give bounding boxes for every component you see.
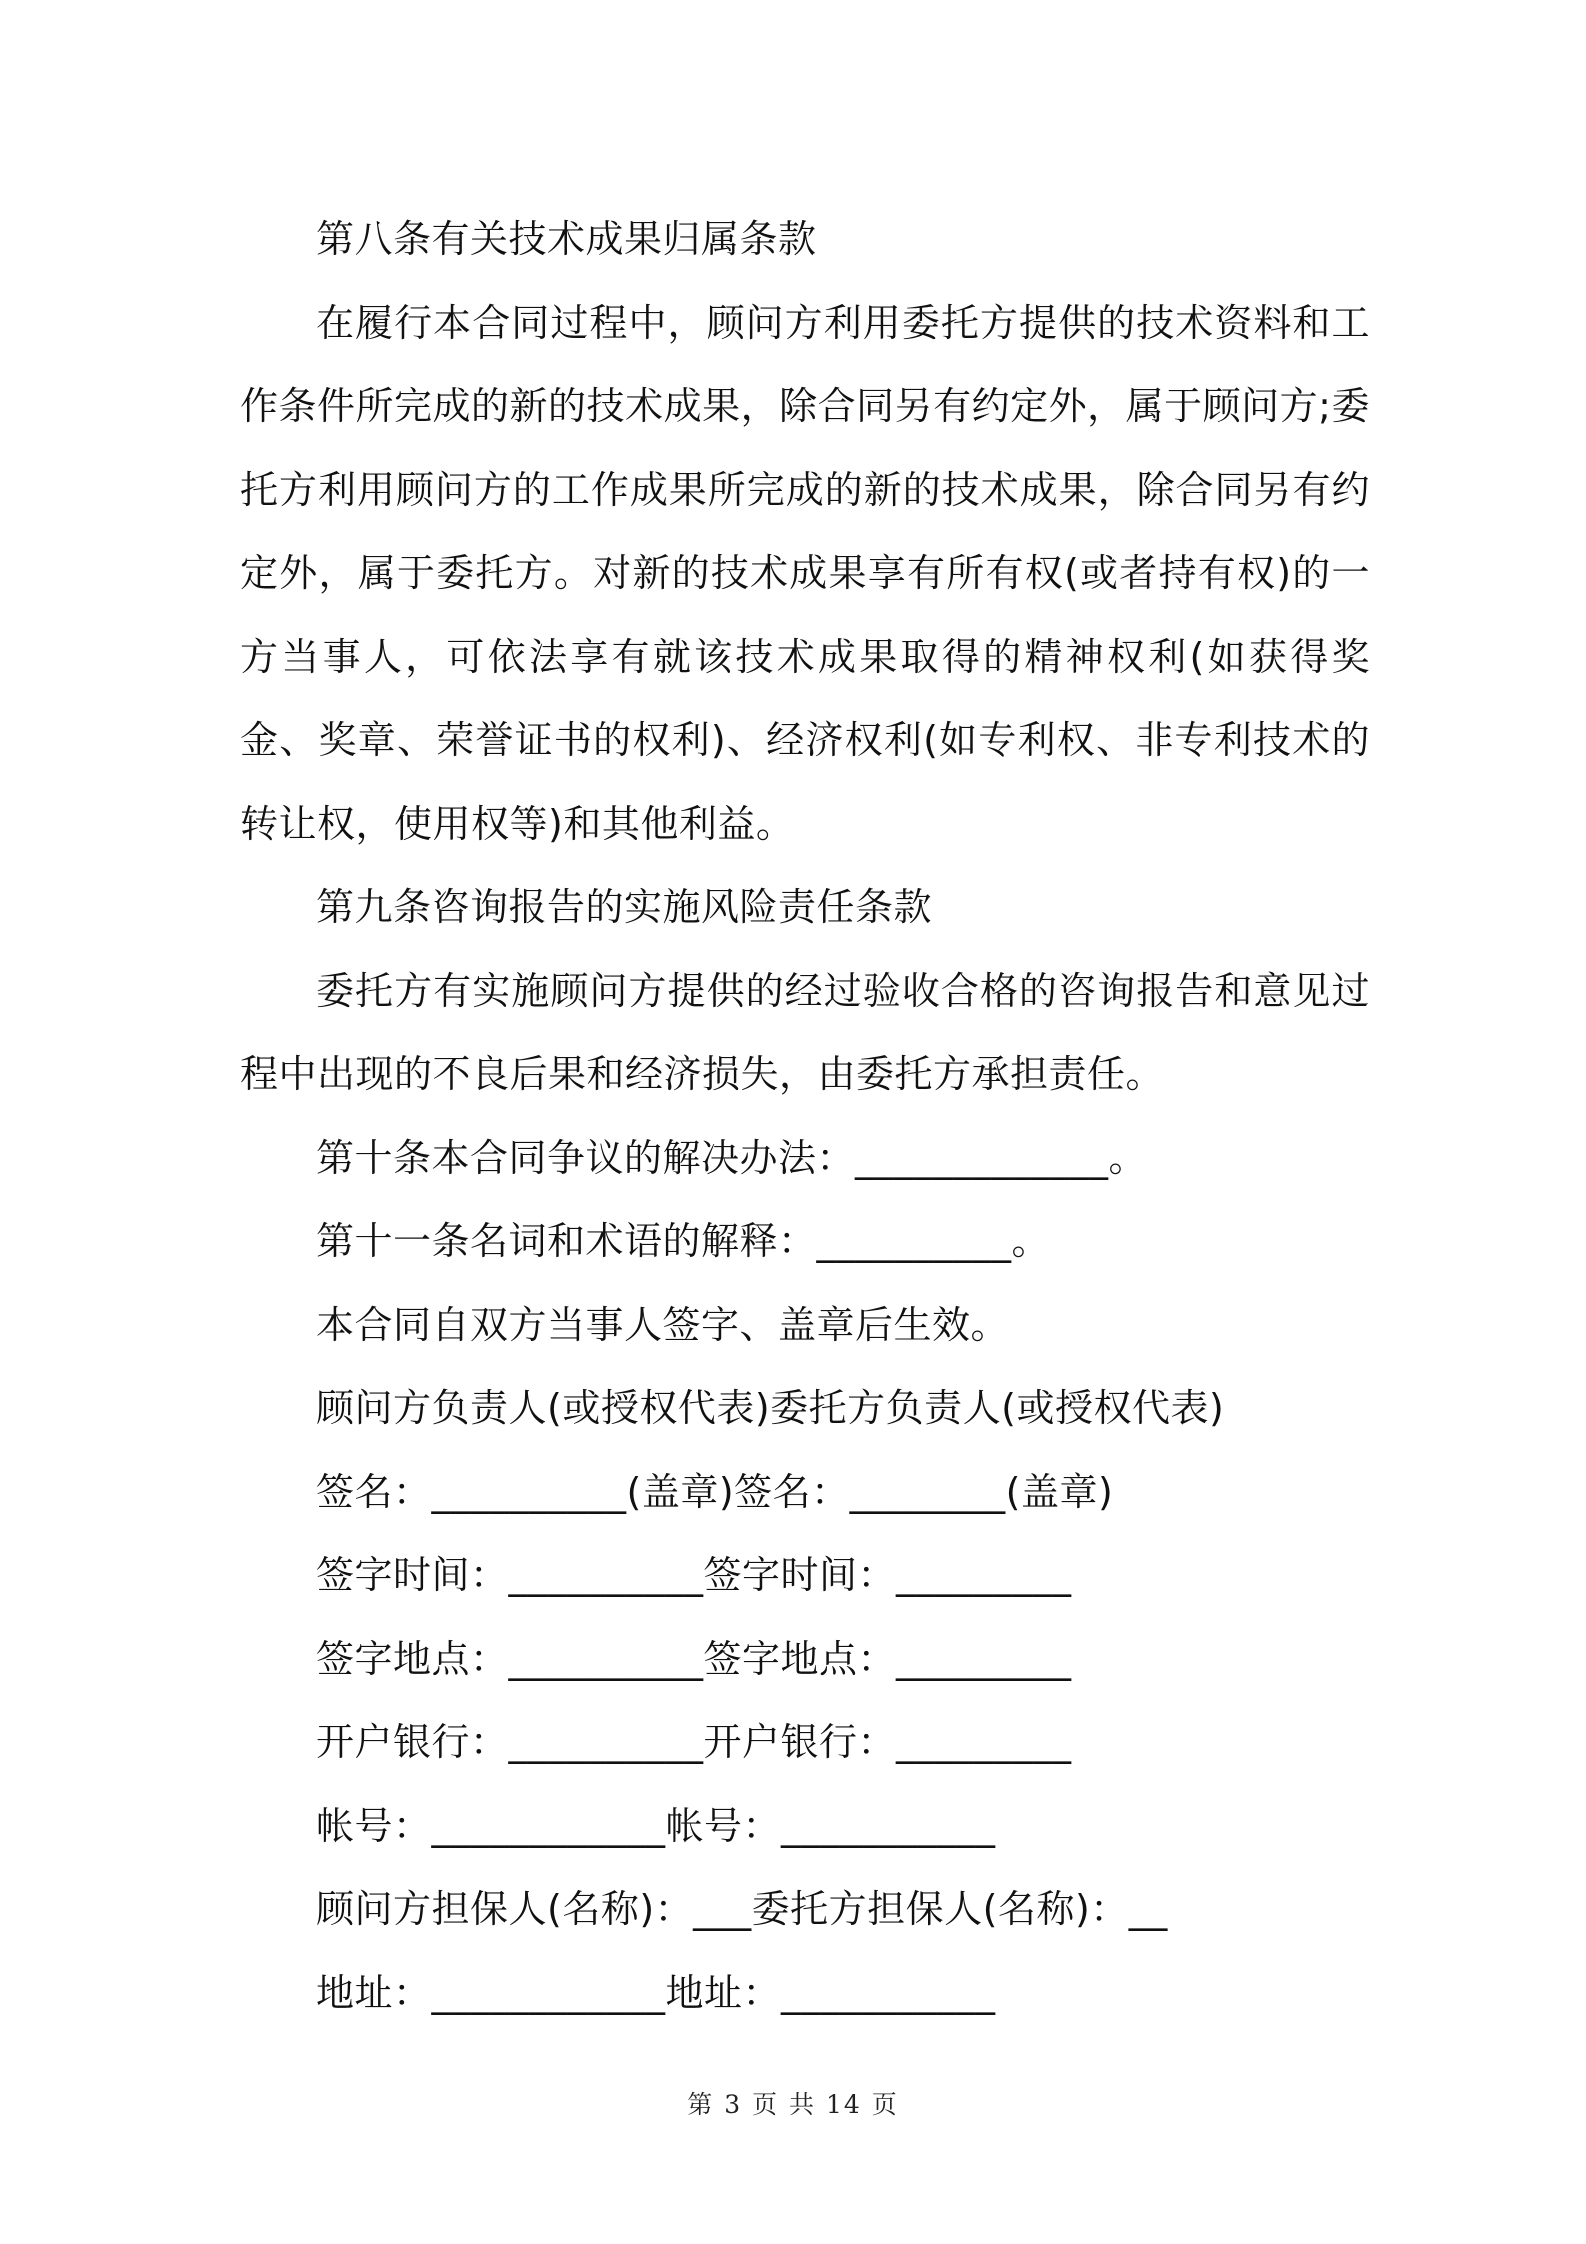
article-9-body: 委托方有实施顾问方提供的经过验收合格的咨询报告和意见过程中出现的不良后果和经济损失，由委托方承担责任。: [240, 968, 1370, 1096]
address-line: 地址：____________地址：___________: [316, 1970, 996, 2015]
signing-time-line: 签字时间：__________签字时间：_________: [316, 1553, 1072, 1597]
article-8-body: 在履行本合同过程中，顾问方利用委托方提供的技术资料和工作条件所完成的新的技术成果，除合同另有约定外，属于顾问方;委托方利用顾问方的工作成果所完成的新的技术成果，除合同另有约定外，属于委托方。对新的技术成果享有所有权(或者持有权)的一方当事人，可依法享有就该技术成果取得的精神权利(如获得奖金、奖章、荣誉证书的权利)、经济权利(如专利权、非专利技术的转让权，使用权等)和其他利益。: [240, 300, 1370, 846]
article-9-heading: 第九条咨询报告的实施风险责任条款: [316, 885, 933, 929]
account-line: 帐号：____________帐号：___________: [316, 1803, 996, 1848]
signatory-header: 顾问方负责人(或授权代表)委托方负责人(或授权代表): [316, 1386, 1225, 1430]
document-body: [240, 198, 1370, 2035]
article-8-heading: 第八条有关技术成果归属条款: [316, 217, 817, 261]
signing-place-line: 签字地点：__________签字地点：_________: [316, 1636, 1072, 1681]
bank-line: 开户银行：__________开户银行：_________: [316, 1720, 1072, 1764]
signature-line: 签名：__________(盖章)签名：________(盖章): [316, 1469, 1114, 1514]
effective-clause: 本合同自双方当事人签字、盖章后生效。: [316, 1302, 1010, 1347]
article-11-line: 第十一条名词和术语的解释：__________。: [316, 1219, 1051, 1263]
guarantor-line: 顾问方担保人(名称)：___委托方担保人(名称)：__: [316, 1887, 1168, 1931]
page-number-footer: 第 3 页 共 14 页: [687, 2090, 899, 2119]
article-10-line: 第十条本合同争议的解决办法：_____________。: [316, 1135, 1148, 1180]
